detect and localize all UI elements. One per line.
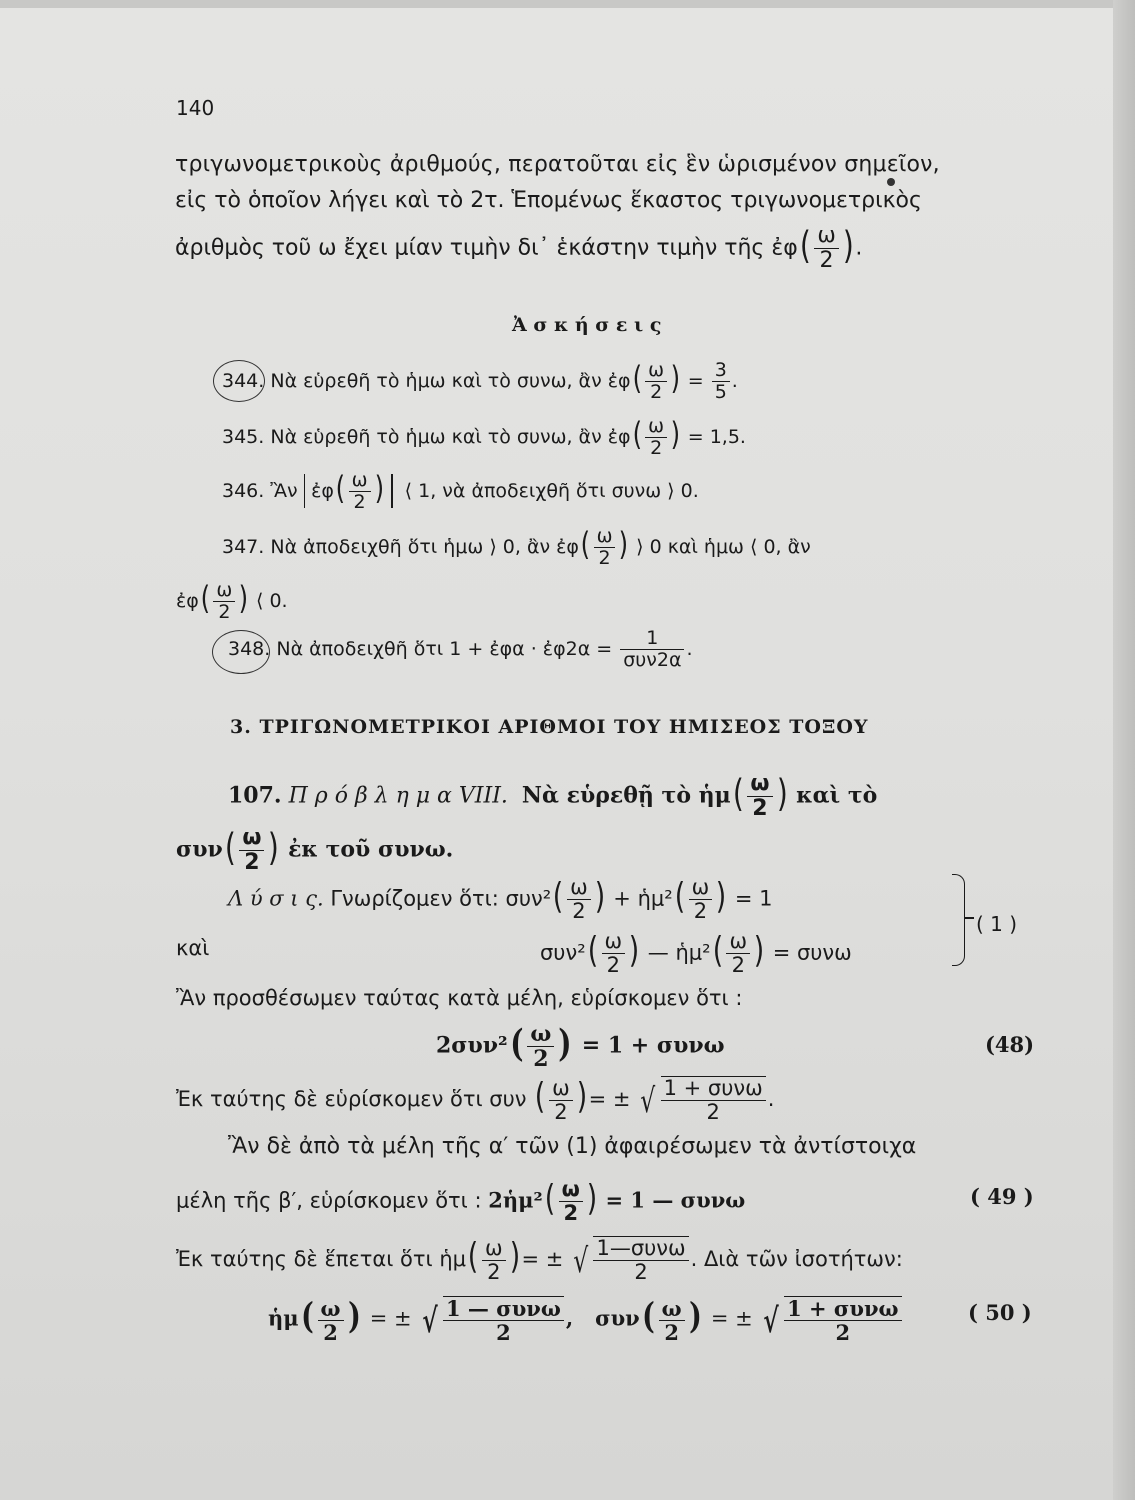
syn-label: συν xyxy=(176,836,223,863)
eq-term: συν² xyxy=(540,940,586,965)
exercise-number: 348. xyxy=(228,637,271,660)
problem-line-1: 107. Π ρ ό β λ η μ α VIII. Νὰ εὑρεθῇ τὸ ἡμ( $\frac{\omega}{2}$ ) καὶ τὸ xyxy=(228,770,878,822)
period: . xyxy=(767,1087,775,1112)
subtract-line-1: Ἂν δὲ ἀπὸ τὰ μέλη τῆς α′ τῶν (1) ἀφαιρέσωμεν τὰ ἀντίστοιχα xyxy=(228,1134,917,1159)
frac-den: συν2α xyxy=(623,648,682,671)
period: . xyxy=(731,369,738,392)
frac-num: 1 + συνω xyxy=(661,1076,766,1101)
exercise-post: ⟨ 1, νὰ ἀποδειχθῆ ὅτι συνω ⟩ 0. xyxy=(404,479,699,502)
eq-term: = ± xyxy=(710,1306,753,1331)
period: . xyxy=(855,235,863,261)
abs-bar-left xyxy=(304,474,306,508)
equation-48: 2συν²( $\frac{\omega}{2}$ ) = 1 + συνω xyxy=(436,1020,725,1073)
eq-term: = ± xyxy=(521,1247,564,1272)
period: . xyxy=(686,637,693,660)
exercise-number: 344. xyxy=(222,369,265,392)
exercise-347: 347. Νὰ ἀποδειχθῆ ὅτι ἡμω ⟩ 0, ἂν ἐφ( $\frac{\omega}{2}$ ) ⟩ 0 καὶ ἡμω ⟨ 0, ἂν xyxy=(222,525,811,569)
exercise-number: 347. xyxy=(222,535,265,558)
exercise-348 xyxy=(228,628,693,671)
problem-number: 107. xyxy=(228,782,282,809)
problem-roman: VIII. xyxy=(458,783,508,809)
exercise-347-cont: ἐφ( $\frac{\omega}{2}$ ) ⟨ 0. xyxy=(176,579,288,623)
eq-term: συν xyxy=(595,1305,640,1331)
equation-label-50: ( 50 ) xyxy=(968,1300,1032,1325)
sqrt-symbol: √ $\frac{\text{1—συνω}}{2}$ xyxy=(570,1236,691,1284)
frac-num: 1 — συνω xyxy=(443,1296,564,1321)
solution-kai: καὶ xyxy=(176,936,210,960)
comma: , xyxy=(565,1305,574,1331)
intro-line-1: τριγωνομετρικοὺς ἀριθμούς, περατοῦται εἰς ἓν ὡρισμένον σημεῖον, xyxy=(175,152,940,177)
derivation-text: Ἐκ ταύτης δὲ ἕπεται ὅτι ἡμ xyxy=(176,1247,467,1272)
abs-bar-right xyxy=(391,474,393,508)
exercise-post: ⟩ 0 καὶ ἡμω ⟨ 0, ἂν xyxy=(636,535,811,558)
equals: = xyxy=(687,369,704,392)
eq-term: + ἡμ² xyxy=(613,886,673,911)
subtract-text: μέλη τῆς β′, εὑρίσκομεν ὅτι : xyxy=(176,1188,482,1213)
frac-den: 2 xyxy=(819,248,834,274)
intro-line-2: εἰς τὸ ὁποῖον λήγει καὶ τὸ 2τ. Ἑπομένως ἕκαστος τριγωνομετρικὸς xyxy=(175,188,922,213)
intro-line-3: ἀριθμὸς τοῦ ω ἔχει μίαν τιμὴν δι᾽ ἑκάστην τιμὴν τῆς ἐφ( $\frac{\omega}{2}$ ). xyxy=(175,222,863,274)
exercise-number: 346. xyxy=(222,479,265,502)
exercise-text: Νὰ εὑρεθῆ τὸ ἡμω καὶ τὸ συνω, ἂν ἐφ xyxy=(270,369,631,392)
intro-line-3-text: ἀριθμὸς τοῦ ω ἔχει μίαν τιμὴν δι᾽ ἑκάστην τιμὴν τῆς ἐφ xyxy=(175,235,798,261)
derivation-2: Ἐκ ταύτης δὲ ἕπεται ὅτι ἡμ( $\frac{\omega}{2}$ )= ± √ $\frac{\text{1—συνω}}{2}$ . Διὰ τῶν ἰσοτήτων: xyxy=(176,1235,903,1285)
sqrt-symbol: √ $\frac{\text{1 — συνω}}{2}$ xyxy=(419,1296,566,1344)
page-number: 140 xyxy=(176,96,215,120)
problem-text-2: καὶ τὸ xyxy=(796,782,878,809)
eq-term: = 1 — συνω xyxy=(605,1187,746,1213)
sqrt-symbol: √ $\frac{\text{1 + συνω}}{2}$ xyxy=(637,1076,768,1124)
derivation-text: Ἐκ ταύτης δὲ εὑρίσκομεν ὅτι συν xyxy=(176,1087,527,1112)
exercise-344: 344. Νὰ εὑρεθῆ τὸ ἡμω καὶ τὸ συνω, ἂν ἐφ( $\frac{\omega}{2}$ ) = $\frac{3}{5}$ . xyxy=(222,359,738,403)
equation-label-48: (48) xyxy=(985,1032,1035,1057)
exercises-heading: Ἀ σ κ ή σ ε ι ς xyxy=(512,314,662,336)
eq-term: ἡμ xyxy=(268,1305,299,1331)
derivation-1: Ἐκ ταύτης δὲ εὑρίσκομεν ὅτι συν ( $\frac{\omega}{2}$ )= ± √ $\frac{\text{1 + συνω}}{2}$ . xyxy=(176,1075,775,1125)
frac-den: 2 xyxy=(634,1260,648,1285)
eq-term: συν² xyxy=(505,886,552,911)
eq-term: 2ἡμ² xyxy=(488,1187,543,1213)
problem-line-2: συν( $\frac{\omega}{2}$ ) ἐκ τοῦ συνω. xyxy=(176,824,454,876)
exercise-text: Νὰ ἀποδειχθῆ ὅτι ἡμω ⟩ 0, ἂν ἐφ xyxy=(270,535,579,558)
frac-den: 2 xyxy=(706,1100,720,1125)
eq-term: = ± xyxy=(588,1087,631,1112)
eq-term: = 1 xyxy=(734,886,773,911)
eq-term: = συνω xyxy=(772,940,852,965)
frac-num: ω xyxy=(814,224,838,249)
solution-intro: Γνωρίζομεν ὅτι: xyxy=(330,886,499,911)
solution-eq-2: συν²( $\frac{\omega}{2}$ ) — ἡμ²( $\frac{\omega}{2}$ ) = συνω xyxy=(540,929,852,978)
system-brace xyxy=(952,874,965,966)
eq-term: — ἡμ² xyxy=(647,940,711,965)
exercise-text: Νὰ εὑρεθῆ τὸ ἡμω καὶ τὸ συνω, ἂν ἐφ xyxy=(270,425,631,448)
problem-text-3: ἐκ τοῦ συνω. xyxy=(288,836,454,863)
problem-label: Π ρ ό β λ η μ α xyxy=(288,783,452,809)
solution-label: Λ ύ σ ι ς. xyxy=(228,886,324,911)
exercise-rhs: = 1,5. xyxy=(687,425,746,448)
ef-label: ἐφ xyxy=(311,479,334,502)
equation-50: ἡμ( $\frac{\omega}{2}$ ) = ± √ $\frac{\text{1 — συνω}}{2}$ , συν( $\frac{\omega}{2}$ ) = ± √ $\frac{\text{1 + συνω}}{2}$ xyxy=(268,1296,904,1344)
frac-den: 2 xyxy=(496,1320,511,1346)
frac-num: 1—συνω xyxy=(593,1236,688,1261)
exercise-345: 345. Νὰ εὑρεθῆ τὸ ἡμω καὶ τὸ συνω, ἂν ἐφ( $\frac{\omega}{2}$ ) = 1,5. xyxy=(222,415,746,459)
exercise-post: ⟨ 0. xyxy=(256,589,288,612)
problem-text: Νὰ εὑρεθῇ τὸ ἡμ xyxy=(521,782,731,809)
frac-den: 5 xyxy=(714,380,727,403)
frac-num: 1 + συνω xyxy=(784,1296,901,1321)
derivation-end: . Διὰ τῶν ἰσοτήτων: xyxy=(690,1247,903,1272)
add-text: Ἂν προσθέσωμεν ταύτας κατὰ μέλη, εὑρίσκομεν ὅτι : xyxy=(176,986,743,1010)
exercise-pre: Ἂν xyxy=(270,479,298,502)
scan-right-edge xyxy=(1113,0,1135,1500)
exercise-text: Νὰ ἀποδειχθῆ ὅτι 1 + ἐφα · ἐφ2α = xyxy=(276,637,613,660)
scan-top-edge xyxy=(0,0,1135,8)
section-title: 3. ΤΡΙΓΩΝΟΜΕΤΡΙΚΟΙ ΑΡΙΘΜΟΙ ΤΟΥ ΗΜΙΣΕΟΣ ΤΟΞΟΥ xyxy=(230,716,869,738)
frac-den: 2 xyxy=(835,1320,851,1346)
frac-num: 1 xyxy=(620,628,684,650)
equation-label-1: ( 1 ) xyxy=(976,912,1018,936)
eq-term: 2συν² xyxy=(436,1032,508,1059)
ef-label: ἐφ xyxy=(176,589,199,612)
exercise-number: 345. xyxy=(222,425,265,448)
equation-label-49: ( 49 ) xyxy=(970,1184,1034,1209)
exercise-346: 346. Ἂν ἐφ( $\frac{\omega}{2}$ ) ⟨ 1, νὰ ἀποδειχθῆ ὅτι συνω ⟩ 0. xyxy=(222,469,699,513)
frac-num: 3 xyxy=(712,360,730,382)
sqrt-symbol: √ $\frac{\text{1 + συνω}}{2}$ xyxy=(760,1296,904,1344)
eq-term: = 1 + συνω xyxy=(581,1032,725,1059)
ink-dot xyxy=(887,178,895,186)
solution-eq-1: Λ ύ σ ι ς. Γνωρίζομεν ὅτι: συν²( $\frac{\omega}{2}$ ) + ἡμ²( $\frac{\omega}{2}$ ) = 1 xyxy=(228,875,773,924)
eq-term: = ± xyxy=(369,1306,412,1331)
subtract-line-2: μέλη τῆς β′, εὑρίσκομεν ὅτι : 2ἡμ²( $\frac{\omega}{2}$ ) = 1 — συνω xyxy=(176,1177,746,1226)
